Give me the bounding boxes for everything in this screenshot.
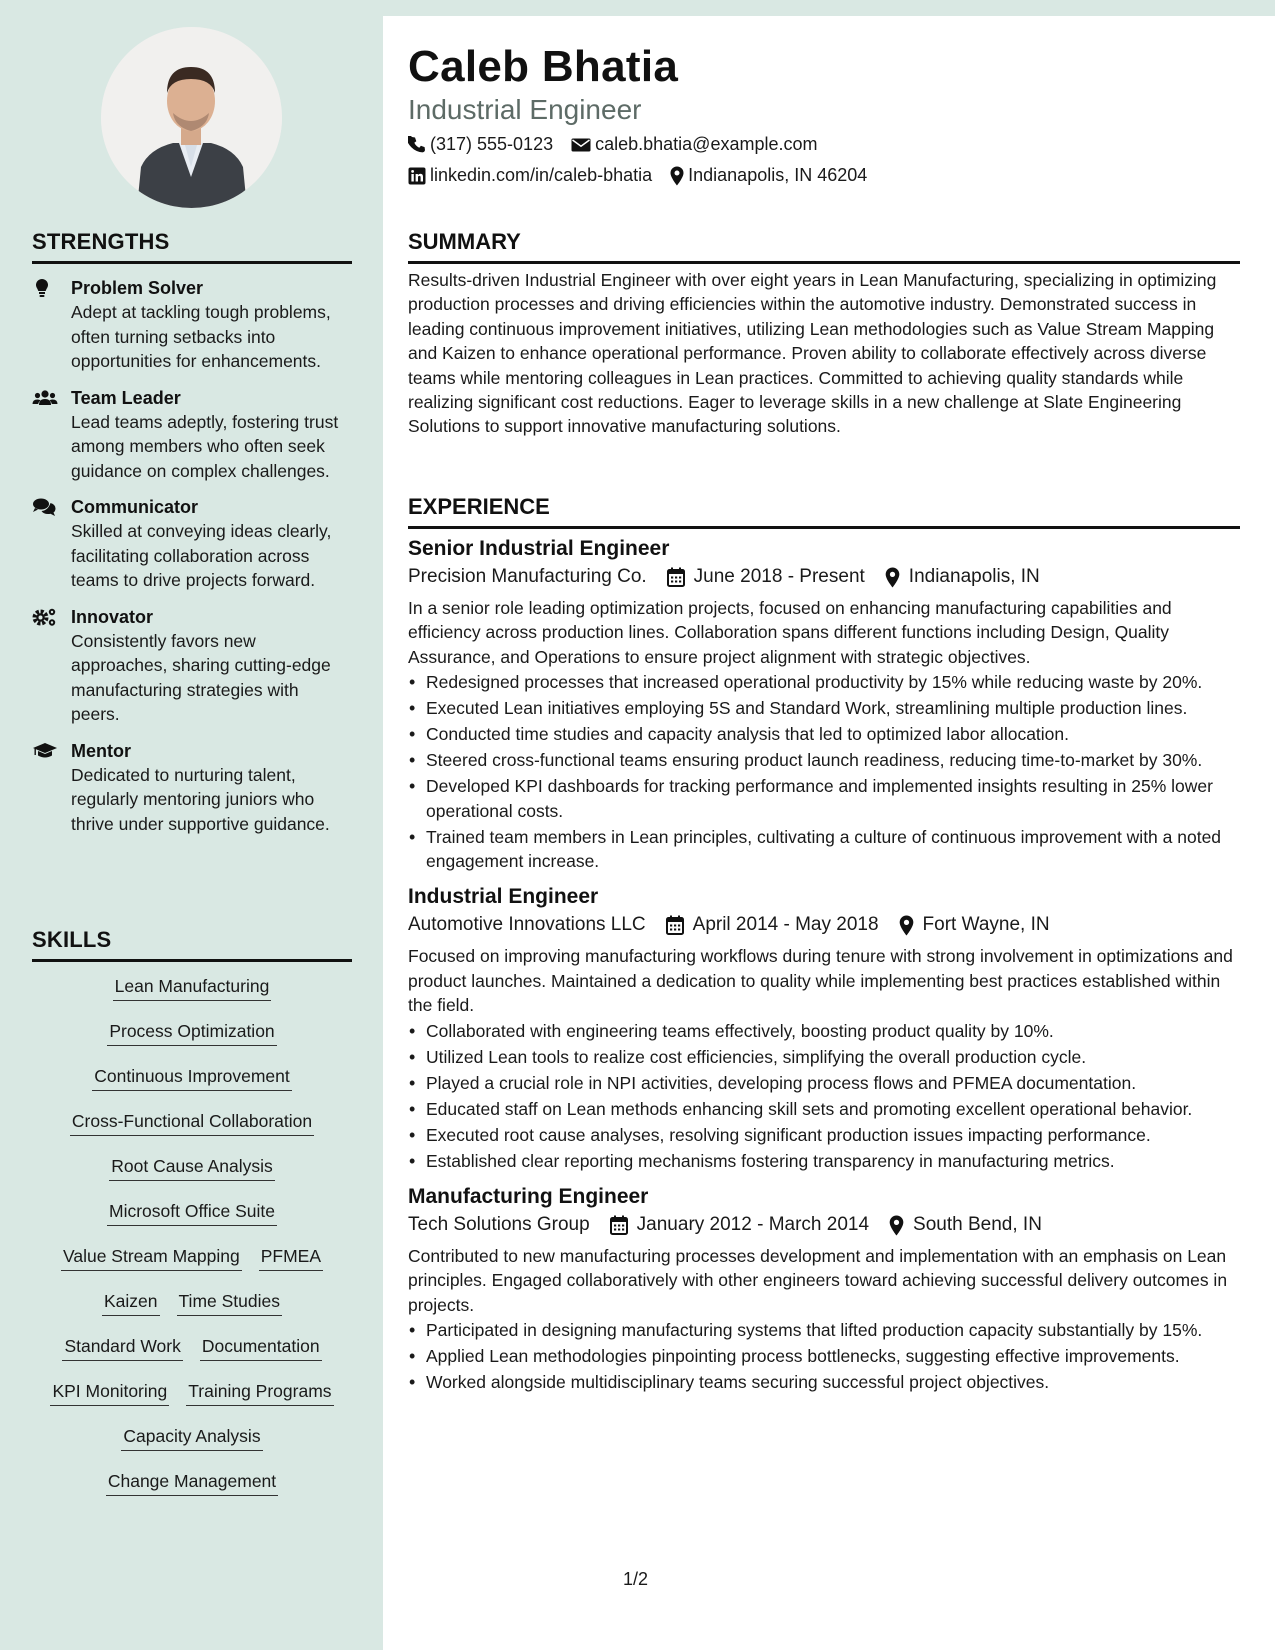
candidate-role: Industrial Engineer <box>408 94 642 125</box>
skill-row <box>32 974 352 1019</box>
users-icon <box>32 388 56 408</box>
job-company <box>408 914 646 936</box>
skills-heading: SKILLS <box>32 927 352 962</box>
strength-title: Team Leader <box>71 387 181 408</box>
location-contact <box>670 165 867 186</box>
job-entry <box>408 885 1240 1173</box>
job-meta <box>408 1214 1240 1236</box>
phone-text: (317) 555-0123 <box>430 134 554 154</box>
skill-tag: Continuous Improvement <box>92 1064 292 1091</box>
strength-item <box>32 739 352 837</box>
job-description: In a senior role leading optimization projects, focused on enhancing manufacturing capabilities and efficiency across production lines. Collaboration spans different functions including Design, Quality Assurance, and Operations to ensure project alignment with strategic objectives. <box>408 598 1172 667</box>
skill-row <box>32 1064 352 1109</box>
skill-row <box>32 1019 352 1064</box>
strength-title: Communicator <box>71 497 199 517</box>
company-name: Tech Solutions Group <box>408 1214 590 1236</box>
envelope-icon <box>571 137 591 153</box>
job-description: Focused on improving manufacturing workflows during tenure with strong involvement in optimizations and product launches. Maintained a dedication to quality while implementing best practices established within the field. <box>408 946 1233 1016</box>
map-marker-icon <box>889 1215 904 1236</box>
linkedin-icon <box>408 167 426 185</box>
graduation-cap-icon <box>32 741 56 761</box>
calendar-icon <box>610 1215 628 1235</box>
calendar-icon <box>666 915 684 935</box>
bullet-item: • Participated in designing manufacturing systems that lifted production capacity substantially by 15%. <box>408 1318 1240 1342</box>
experience-section <box>408 494 1240 1396</box>
skill-tag: KPI Monitoring <box>50 1379 169 1406</box>
dates-text: June 2018 - Present <box>693 566 865 587</box>
job-entry <box>408 537 1240 873</box>
summary-section <box>408 229 1240 439</box>
skill-tag: Standard Work <box>62 1334 182 1361</box>
location-text: Indianapolis, IN 46204 <box>688 165 868 185</box>
skill-row <box>32 1289 352 1334</box>
strength-desc: Consistently favors new approaches, sharing cutting-edge manufacturing strategies with peers. <box>71 630 331 724</box>
bullet-item: • Steered cross-functional teams ensuring product launch readiness, reducing time-to-market by 30%. <box>408 748 1240 772</box>
job-dates <box>667 566 865 588</box>
bullet-item: • Utilized Lean tools to realize cost efficiencies, simplifying the overall production cycle. <box>408 1045 1240 1069</box>
strength-item <box>32 276 352 374</box>
skill-tag: Lean Manufacturing <box>113 974 272 1001</box>
skill-tag: Process Optimization <box>107 1019 276 1046</box>
main-content <box>383 16 1275 1650</box>
summary-text: Results-driven Industrial Engineer with over eight years in Lean Manufacturing, specializing in optimizing production processes and driving efficiencies within the automotive industry. Demonstrated success in leading continuous improvement initiatives, utilizing Lean methodologies such as Value Stream Mapping and Kaizen to enhance operational performance. Proven ability to collaborate effectively across diverse teams while mentoring colleagues in Lean practices. Committed to achieving quality standards while realizing significant cost reductions. Eager to leverage skills in a new challenge at Slate Engineering Solutions to support innovative manufacturing solutions. <box>408 270 1217 437</box>
page-number: 1/2 <box>623 1569 649 1589</box>
skill-row <box>32 1379 352 1424</box>
map-marker-icon <box>885 567 900 588</box>
strength-item <box>32 386 352 484</box>
cogs-icon <box>32 607 56 627</box>
person-portrait-icon <box>101 27 282 208</box>
job-meta <box>408 914 1240 936</box>
skill-tag: Documentation <box>200 1334 322 1361</box>
skills-section <box>32 927 352 1514</box>
summary-heading: SUMMARY <box>408 229 1240 264</box>
skill-tag: Value Stream Mapping <box>61 1244 242 1271</box>
calendar-icon <box>667 567 685 587</box>
job-company <box>408 1214 590 1236</box>
strength-desc: Adept at tackling tough problems, often turning setbacks into opportunities for enhancements. <box>71 302 331 371</box>
contact-row-1 <box>408 134 817 155</box>
strength-item <box>32 495 352 593</box>
bullet-item: • Conducted time studies and capacity analysis that led to optimized labor allocation. <box>408 722 1240 746</box>
strength-desc: Skilled at conveying ideas clearly, facilitating collaboration across teams to drive projects forward. <box>71 521 332 590</box>
skill-row <box>32 1424 352 1469</box>
job-entry <box>408 1185 1240 1395</box>
experience-heading: EXPERIENCE <box>408 494 1240 529</box>
contact-row-2 <box>408 165 867 186</box>
profile-photo <box>101 27 282 208</box>
bullet-item: • Established clear reporting mechanisms fostering transparency in manufacturing metrics. <box>408 1149 1240 1173</box>
phone-contact <box>408 134 553 155</box>
map-marker-icon <box>899 915 914 936</box>
skill-tag: PFMEA <box>259 1244 323 1271</box>
skill-row <box>32 1244 352 1289</box>
strength-desc: Lead teams adeptly, fostering trust among members who often seek guidance on complex challenges. <box>71 411 339 481</box>
job-location <box>885 566 1040 588</box>
bullet-item: • Trained team members in Lean principles, cultivating a culture of continuous improvement with a noted engagement increase. <box>408 825 1240 874</box>
skill-row <box>32 1154 352 1199</box>
linkedin-text[interactable]: linkedin.com/in/caleb-bhatia <box>430 165 653 185</box>
strength-desc: Dedicated to nurturing talent, regularly mentoring juniors who thrive under supportive guidance. <box>71 764 330 834</box>
skill-tag: Capacity Analysis <box>121 1424 262 1451</box>
jobs-list <box>408 537 1240 1395</box>
map-marker-icon <box>670 166 684 186</box>
skill-tag: Kaizen <box>102 1289 160 1316</box>
job-dates <box>666 914 879 936</box>
strength-title: Mentor <box>71 740 131 761</box>
bullet-item: • Executed root cause analyses, resolving significant production issues impacting performance. <box>408 1123 1240 1147</box>
skill-row <box>32 1469 352 1514</box>
skill-row <box>32 1334 352 1379</box>
sidebar <box>0 0 383 1650</box>
bullet-item: • Collaborated with engineering teams effectively, boosting product quality by 10%. <box>408 1019 1240 1043</box>
job-title: Industrial Engineer <box>408 885 599 909</box>
bullet-item: • Applied Lean methodologies pinpointing process bottlenecks, suggesting effective improvements. <box>408 1344 1240 1368</box>
location-text: South Bend, IN <box>913 1214 1042 1236</box>
job-meta <box>408 566 1240 588</box>
job-title: Manufacturing Engineer <box>408 1185 649 1209</box>
phone-icon <box>408 136 426 154</box>
skills-list <box>32 974 352 1514</box>
job-description: Contributed to new manufacturing processes development and implementation with an emphasis on Lean principles. Engaged collaboratively with other engineers toward achieving successful delivery outcomes in projects. <box>408 1246 1228 1315</box>
skill-row <box>32 1199 352 1244</box>
comments-icon <box>32 497 56 517</box>
bullet-item: • Played a crucial role in NPI activities, developing process flows and PFMEA documentation. <box>408 1071 1240 1095</box>
strength-item <box>32 605 352 727</box>
dates-text: April 2014 - May 2018 <box>692 914 879 936</box>
email-text[interactable]: caleb.bhatia@example.com <box>595 134 818 154</box>
skill-tag: Cross-Functional Collaboration <box>70 1109 314 1136</box>
job-location <box>899 914 1050 936</box>
skill-tag: Root Cause Analysis <box>109 1154 274 1181</box>
job-bullets <box>408 670 1240 873</box>
strengths-heading: STRENGTHS <box>32 229 352 264</box>
job-bullets <box>408 1318 1240 1394</box>
bullet-item: • Redesigned processes that increased operational productivity by 15% while reducing waste by 20%. <box>408 670 1240 694</box>
strengths-section <box>32 229 352 836</box>
linkedin-contact[interactable] <box>408 165 652 186</box>
bullet-item: • Educated staff on Lean methods enhancing skill sets and promoting excellent operational behavior. <box>408 1097 1240 1121</box>
bullet-item: • Executed Lean initiatives employing 5S and Standard Work, streamlining multiple production lines. <box>408 696 1240 720</box>
job-company <box>408 566 647 588</box>
lightbulb-icon <box>32 278 56 298</box>
job-dates <box>610 1214 869 1236</box>
bullet-item: • Developed KPI dashboards for tracking performance and implemented insights resulting in 25% lower operational costs. <box>408 774 1240 823</box>
skill-tag: Microsoft Office Suite <box>107 1199 277 1226</box>
strength-title: Innovator <box>71 606 154 627</box>
company-name: Precision Manufacturing Co. <box>408 566 647 587</box>
location-text: Fort Wayne, IN <box>922 914 1050 936</box>
job-location <box>889 1214 1042 1236</box>
candidate-name: Caleb Bhatia <box>408 42 679 91</box>
email-contact[interactable] <box>571 134 817 155</box>
skill-tag: Change Management <box>106 1469 278 1496</box>
job-bullets <box>408 1019 1240 1173</box>
strength-title: Problem Solver <box>71 278 204 298</box>
bullet-item: • Worked alongside multidisciplinary teams securing successful project objectives. <box>408 1370 1240 1394</box>
location-text: Indianapolis, IN <box>908 566 1040 587</box>
company-name: Automotive Innovations LLC <box>408 914 646 936</box>
job-title: Senior Industrial Engineer <box>408 537 670 560</box>
skill-tag: Time Studies <box>177 1289 282 1316</box>
dates-text: January 2012 - March 2014 <box>636 1214 870 1236</box>
skill-tag: Training Programs <box>186 1379 333 1406</box>
skill-row <box>32 1109 352 1154</box>
